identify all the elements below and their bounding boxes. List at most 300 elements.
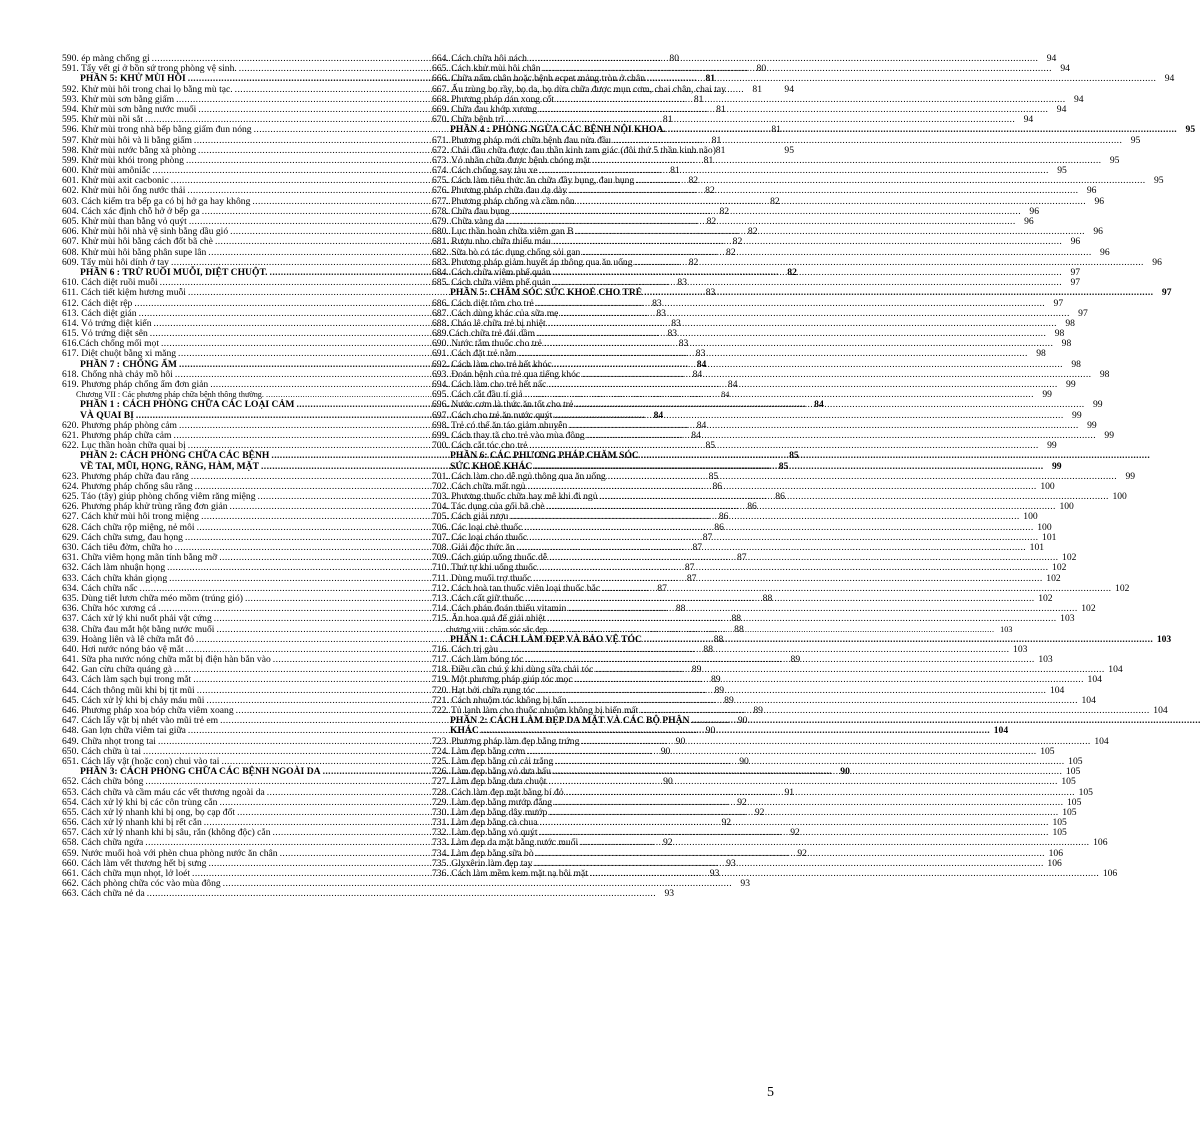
toc-entry-text: 638. Chữa đau mắt hột bằng nước muối [62, 623, 215, 635]
toc-page-number: 81 [716, 103, 726, 115]
toc-page-number: 90 [663, 776, 673, 788]
toc-entry-text: 646. Phương pháp xoa bóp chữa viêm xoang [62, 705, 234, 716]
toc-page-number: 83 [656, 307, 666, 319]
toc-entry-text: PHẦN 5: CHĂM SÓC SỨC KHOẺ CHO TRẺ [450, 287, 643, 299]
toc-right-column [432, 53, 1196, 880]
toc-page-number: 106 [1102, 868, 1118, 880]
toc-entry-text: 634. Cách chữa nấc [62, 582, 138, 594]
toc-entry-text: 645. Cách xử lý khi bị chảy máu mũi [62, 694, 205, 706]
toc-page-number: 100 [1112, 491, 1127, 503]
toc-page-number: 96 [1024, 216, 1034, 228]
toc-page-number: 83 [705, 287, 716, 299]
toc-entry-text: SỨC KHOẺ KHÁC [450, 460, 533, 472]
toc-page-number: 88 [734, 623, 744, 635]
toc-entry-text: 698. Trẻ có thể ăn táo giảm nhuyễn [432, 419, 568, 431]
toc-page-number: 99 [1052, 460, 1062, 472]
toc-entry-text: 647. Cách lấy vật bị nhét vào mũi trẻ em [62, 715, 219, 727]
toc-entry-text: 612. Cách diệt rệp [62, 297, 133, 309]
toc-entry-text: PHẦN 6: CÁC PHƯƠNG PHÁP CHĂM SÓC [450, 450, 639, 462]
toc-entry-text: 725. Làm đẹp bằng củ cải trắng [432, 755, 554, 767]
toc-entry-text: 628. Cách chữa rộp miệng, nẻ môi [62, 521, 195, 533]
toc-entry-text: 613. Cách diệt gián [62, 307, 137, 319]
toc-entry-text: KHÁC [450, 725, 479, 737]
toc-page-number: 84 [653, 409, 664, 421]
toc-page-number: 88 [703, 643, 713, 655]
toc-page-number: 84 [691, 429, 701, 441]
toc-entry-text: 598. Khử mùi nước bằng xà phòng [62, 144, 197, 156]
toc-page-number: 82 [705, 185, 715, 197]
toc-page-number: 85 [708, 470, 719, 482]
toc-entry-text: 665. Cách khử mùi hôi chân [432, 63, 541, 75]
toc-page-number: 106 [1048, 847, 1063, 859]
toc-entry-text: 657. Cách xử lý nhanh khi bị sâu, rắn (không độc) cắn [62, 827, 271, 839]
toc-page-number: 104 [1153, 705, 1168, 717]
toc-page-number: 82 [787, 266, 797, 278]
toc-entry-text: 722. Tủ lạnh làm cho thuốc nhuộm không bị biến mất [432, 705, 639, 717]
dot-leader [590, 869, 1099, 879]
toc-page-number: 89 [724, 694, 734, 706]
toc-entry-text: 679. Chữa vàng da [432, 216, 505, 228]
toc-entry-text: 663. Cách chữa nẻ da [62, 888, 145, 900]
toc-page-number: 92 [663, 837, 673, 849]
toc-page-number: 89 [691, 664, 702, 676]
toc-entry-text: 703. Phương thuốc chữa hay mê khi đi ngủ [432, 491, 598, 503]
toc-entry [432, 776, 1076, 788]
toc-entry-text: 603. Cách kiểm tra bếp ga có bị hở ga hay không [62, 195, 251, 207]
toc-entry-text: 669. Chữa đau khớp xương [432, 103, 538, 115]
toc-entry-text: 660. Cách làm vết thương hết bị sưng [62, 857, 207, 869]
toc-page-number: 98 [1065, 317, 1075, 329]
toc-page-number: 87 [692, 542, 703, 553]
toc-page-number: 93 [709, 868, 720, 879]
toc-page-number: 90 [660, 745, 671, 757]
toc-page-number: 104 [1094, 735, 1109, 747]
toc-page-number: 104 [1108, 664, 1123, 676]
toc-entry-text: 694. Cách làm cho trẻ hết nấc [432, 379, 547, 391]
toc-entry-text: 668. Phương pháp dán xong cốt [432, 93, 555, 105]
toc-entry-text: 689.Cách chữa trẻ đái dầm [432, 328, 535, 340]
toc-page-number: 82 [770, 195, 780, 207]
toc-entry-text: 690. Nước tắm thuốc cho trẻ [432, 338, 542, 350]
toc-page-number: 99 [1072, 409, 1082, 421]
toc-page-number: 90 [705, 725, 716, 737]
toc-section-heading [432, 124, 1196, 136]
toc-page-number: 100 [1037, 521, 1052, 533]
toc-page-number: 96 [1093, 226, 1103, 238]
toc-entry-text: 656. Cách xử lý nhanh khi bị rết cắn [62, 817, 202, 829]
toc-entry-text: 723. Phương pháp làm đẹp bằng trứng [432, 735, 580, 747]
toc-page-number: 81 [670, 165, 680, 177]
toc-entry-text: 701. Cách làm cho dễ ngủ thông qua ăn uống [432, 470, 606, 482]
dot-leader [547, 614, 1056, 624]
toc-entry-text: 590. ép màng chống gỉ [62, 53, 150, 64]
toc-page-number: 86 [718, 511, 729, 523]
toc-page-number: 89 [790, 654, 801, 666]
toc-entry-text: 666. Chữa nấm chân hoặc bệnh ecpet mảng tròn ở chân [432, 73, 646, 85]
toc-entry-text: 695. Cách cắt đầu tí giả [432, 389, 523, 401]
toc-page-number: 82 [732, 236, 743, 248]
toc-entry-text: 731. Làm đẹp bằng cà chua [432, 817, 538, 829]
toc-page-number: 95 [1130, 134, 1141, 146]
toc-page-number: 95 [1185, 124, 1196, 136]
toc-page-number: 97 [1078, 307, 1088, 319]
toc-page-number: 89 [753, 705, 763, 716]
toc-entry-text: PHẦN 3: CÁCH PHÒNG CHỮA CÁC BỆNH NGOÀI DA [80, 766, 321, 778]
toc-entry-text: 626. Phương pháp khử trùng răng đơn giản [62, 501, 228, 513]
toc-entry-text: 611. Cách tiết kiệm hương muỗi [62, 287, 186, 299]
toc-entry-text: 729. Làm đẹp bằng mướp đắng [432, 796, 553, 808]
toc-entry-text: 610. Cách diệt ruồi muỗi [62, 277, 158, 289]
toc-entry-text: 726. Làm đẹp bằng vỏ dưa hấu [432, 766, 551, 778]
toc-page-number: 100 [1059, 501, 1074, 513]
toc-page-number: 85 [778, 460, 789, 472]
toc-entry-text: 627. Cách khử mùi hôi trong miệng [62, 511, 200, 523]
toc-entry-text: 686. Cách diệt tôm cho trẻ [432, 297, 534, 309]
toc-page-number: 96 [1152, 256, 1162, 268]
toc-entry-text: 685. Cách chữa viêm phế quản [432, 277, 551, 289]
toc-page-number: 104 [993, 725, 1009, 737]
toc-entry-text: 594. Khử mùi sơn bằng nước muối [62, 103, 197, 115]
toc-page-number: 103 [1013, 643, 1028, 655]
toc-entry-text: 712. Cách hoà tan thuốc viên loại thuốc bắc [432, 582, 601, 594]
toc-page-number: 105 [1040, 745, 1055, 757]
toc-entry-text: 681. Rượu nho chữa thiếu máu [432, 236, 551, 248]
toc-entry-text: 708. Giải độc thức ăn [432, 542, 515, 554]
toc-entry-text: chương viii : chăm sóc sắc đẹp [446, 624, 548, 634]
toc-entry [62, 888, 675, 900]
toc-page-number: 92 [754, 806, 765, 818]
toc-page-number: 93 [726, 857, 736, 869]
toc-page-number: 86 [775, 491, 785, 503]
toc-entry-text: 591. Tẩy vết gỉ ở bồn sứ trong phòng vệ sinh. [62, 63, 237, 75]
toc-entry-text: 648. Gan lợn chữa viêm tai giữa [62, 725, 186, 737]
toc-entry-text: 678. Chữa đau bụng [432, 205, 510, 217]
toc-page-number: 81 [711, 134, 722, 146]
toc-page-number: 89 [710, 674, 721, 686]
toc-entry-text: 635. Dùng tiết lươn chữa méo mồm (trúng gió) [62, 592, 243, 604]
toc-entry-text: 705. Cách giải rượu [432, 511, 509, 523]
toc-page-number: 86 [747, 501, 757, 513]
toc-entry-text: 736. Cách làm mềm kem mặt nạ bôi mặt [432, 868, 588, 880]
toc-page-number: 92 [737, 796, 747, 808]
toc-entry-text: 733. Làm đẹp da mặt bằng nước muối [432, 837, 579, 849]
toc-entry-text: 599. Khử mùi khói trong phòng [62, 154, 184, 166]
toc-entry-text: 641. Sữa pha nước nóng chữa mắt bị điện hàn bắn vào [62, 654, 271, 666]
toc-entry-text: PHẦN 4 : PHÒNG NGỪA CÁC BỆNH NỘI KHOA. [450, 124, 666, 136]
toc-entry-text: 700. Cách cắt tóc cho trẻ [432, 440, 528, 452]
toc-entry-text: 713. Cách cất giữ thuốc [432, 592, 524, 604]
toc-page-number: 98 [1099, 368, 1110, 380]
toc-entry-text: 640. Hơi nước nóng bảo vệ mắt [62, 643, 184, 655]
toc-page-number: 106 [1047, 857, 1062, 869]
toc-entry-text: 716. Cách trị gàu [432, 643, 499, 655]
toc-page-number: 84 [692, 368, 703, 380]
toc-entry-text: 642. Gan cừu chữa quáng gà [62, 664, 173, 676]
page-number: 5 [767, 1085, 774, 1100]
toc-page-number: 88 [731, 613, 742, 625]
toc-page-number: 83 [667, 328, 678, 340]
toc-entry-text: PHẦN 1 : CÁCH PHÒNG CHỮA CÁC LOẠI CẢM [80, 399, 295, 411]
toc-entry-text: 609. Tẩy mùi hôi dính ở tay [62, 256, 169, 268]
toc-page-number: 93 [664, 888, 675, 900]
toc-entry-text: 625. Táo (tây) giúp phòng chống viêm răng miệng [62, 491, 256, 503]
toc-page-number: 96 [1086, 185, 1097, 197]
toc-entry-text: 620. Phương pháp phòng cảm [62, 419, 177, 431]
toc-page-number: 105 [1078, 786, 1093, 798]
toc-page-number: 96 [1029, 205, 1040, 217]
toc-entry-text: 707. Các loại cháo thuốc [432, 531, 528, 543]
toc-entry-text: 608. Khử mùi hôi bằng phân supe lân [62, 246, 207, 258]
toc-page-number: 102 [1062, 552, 1077, 564]
toc-page-number: 85 [789, 450, 799, 462]
toc-page-number: 97 [1053, 297, 1064, 309]
toc-entry-text: 622. Lục thần hoàn chữa quai bị [62, 440, 186, 452]
toc-page-number: 99 [1047, 440, 1057, 452]
toc-page-number: 105 [1065, 766, 1081, 778]
toc-page-number: 84 [721, 390, 730, 400]
toc-page-number: 105 [1068, 755, 1083, 767]
toc-page-number: 92 [721, 817, 732, 829]
toc-entry-text: 699. Cách thay tã cho trẻ vào mùa đông [432, 429, 585, 441]
toc-page-number: 92 [797, 847, 807, 859]
toc-entry-text: 734. Làm đẹp bằng sữa bò [432, 847, 534, 859]
toc-page-number: 100 [1023, 511, 1038, 523]
toc-page-number: 99 [1104, 429, 1114, 441]
toc-entry-text: 720. Hạt bởi chữa rụng tóc [432, 684, 535, 696]
toc-page-number: 83 [677, 277, 687, 289]
toc-entry-text: 662. Cách phòng chữa cóc vào mùa đông [62, 878, 221, 890]
toc-entry-text: 730. Làm đẹp bằng dây mướp [432, 806, 548, 818]
toc-entry-text: 639. Hoàng liên và lê chữa mắt đỏ [62, 633, 195, 645]
toc-entry-text: 630. Cách tiêu đờm, chữa ho [62, 542, 173, 553]
toc-entry-text: 696. Nước cơm là thức ăn tốt cho trẻ [432, 399, 574, 411]
toc-entry-text: PHẦN 5: KHỬ MÙI HÔI [80, 73, 186, 85]
toc-entry-text: 607. Khử mùi hôi bằng cách đốt bã chè [62, 236, 213, 248]
toc-page-number: 90 [840, 766, 850, 778]
toc-entry-text: 709. Cách giúp uống thuốc dễ [432, 552, 548, 564]
toc-entry-text: 672. Chải đầu chữa được đau thần kinh tam giác (đôi thứ 5 thần kinh não) [432, 144, 716, 156]
toc-page-number: 102 [1052, 562, 1067, 574]
toc-entry-text: 595. Khử mùi nồi sắt [62, 114, 144, 126]
toc-page-number: 94 [1073, 93, 1084, 105]
toc-page-number: 102 [1038, 592, 1053, 604]
toc-page-number: 92 [790, 827, 800, 839]
toc-entry-text: 693. Đoán bệnh của trẻ qua tiếng khóc [432, 368, 581, 380]
toc-entry-text: 596. Khử mùi trong nhà bếp bằng giấm đun nóng [62, 124, 252, 136]
toc-page-number: 88 [713, 633, 724, 645]
toc-entry-text: 623. Phương pháp chữa đau răng [62, 470, 189, 482]
toc-entry-text: 677. Phương pháp chống và cầm nôn [432, 195, 575, 207]
toc-page-number: 83 [652, 297, 662, 309]
toc-page-number: 98 [1061, 338, 1072, 350]
toc-entry-text: 680. Lục thần hoàn chữa viêm gan B [432, 226, 574, 238]
toc-page-number: 101 [1029, 542, 1045, 554]
toc-entry-text: 633. Cách chữa khản giọng [62, 572, 168, 584]
toc-entry-text: 687. Cách dùng khác của sữa mẹ [432, 307, 559, 319]
toc-entry-text: 673. Vỏ nhãn chữa được bệnh chóng mặt [432, 154, 591, 166]
toc-entry-text: 684. Cách chữa viêm phế quản [432, 266, 551, 278]
toc-entry-text: 704. Tác dụng của gối bã chè [432, 501, 545, 513]
toc-page-number: 93 [740, 878, 750, 890]
toc-page-number: 99 [1125, 470, 1136, 482]
toc-entry-text: 592. Khử mùi hôi trong chai lọ bằng mù tạc. [62, 83, 233, 95]
toc-entry-text: 604. Cách xác định chỗ hở ở bếp ga [62, 205, 200, 217]
toc-page-number: 102 [1046, 572, 1061, 584]
toc-entry-text: 711. Dùng muối trợ thuốc [432, 572, 532, 584]
toc-entry-text: 670. Chữa bệnh trĩ [432, 114, 504, 126]
toc-entry-text: 735. Glyxêrin làm đẹp tay [432, 857, 533, 869]
toc-page-number: 103 [1038, 654, 1053, 666]
toc-entry-text: 688. Cháo lê chữa trẻ bị nhiệt [432, 317, 546, 329]
toc-entry-text: PHẦN 2: CÁCH PHÒNG CHỮA CÁC BỆNH [80, 450, 270, 462]
toc-page-number: 81 [705, 73, 716, 85]
toc-entry-text: 671. Phương pháp mới chữa bệnh đau nửa đầu [432, 134, 611, 146]
toc-page-number: 104 [1081, 694, 1096, 706]
toc-entry-text: VỀ TAI, MŨI, HỌNG, RĂNG, HÀM, MẶT [80, 460, 259, 472]
toc-entry-text: 727. Làm đẹp bằng dưa chuột [432, 776, 547, 788]
toc-entry [432, 613, 1075, 625]
toc-entry-text: 655. Cách xử lý nhanh khi bị ong, bọ cạp đốt [62, 806, 236, 818]
toc-entry-text: 605. Khử mùi than bằng vỏ quýt [62, 216, 187, 227]
toc-page-number: 104 [1049, 684, 1065, 696]
dot-leader [668, 125, 1177, 135]
toc-page-number: 82 [726, 246, 736, 258]
toc-page-number: 87 [686, 572, 697, 584]
toc-page-number: 95 [1153, 175, 1164, 187]
toc-page-number: 88 [762, 592, 773, 604]
toc-entry-text: PHẦN 7 : CHỐNG ẨM [80, 358, 177, 370]
toc-entry-text: 697. Cách cho trẻ ăn nước quýt [432, 409, 553, 421]
toc-entry-text: 600. Khử mùi amôniắc [62, 165, 151, 177]
toc-entry-text: 606. Khử mùi hôi nhà vệ sinh bằng dầu gió [62, 226, 229, 238]
toc-page-number: 86 [714, 521, 724, 533]
toc-entry-text: 659. Nước muối hoà với phèn chua phòng nước ăn chân [62, 847, 278, 859]
toc-entry-text: 675. Cách làm tiêu thức ăn chữa đầy bụng, đau bụng [432, 175, 635, 187]
toc-entry-text: 664. Cách chữa hôi nách [432, 53, 527, 64]
toc-entry-text: 632. Cách làm nhuận họng [62, 562, 166, 574]
toc-entry-text: 706. Các loại chè thuốc [432, 521, 523, 533]
toc-page-number: 106 [1093, 837, 1108, 849]
toc-page-number: 99 [1087, 419, 1097, 431]
toc-page-number: 86 [712, 480, 723, 492]
toc-entry-text: 649. Chữa nhọt trong tai [62, 735, 156, 747]
toc-entry-text: 718. Điều cần chú ý khi dùng sữa chải tóc [432, 664, 594, 676]
toc-page-number: 88 [675, 603, 686, 615]
toc-page-number: 98 [1054, 328, 1065, 340]
toc-page-number: 97 [1070, 277, 1081, 289]
toc-entry-text: 721. Cách nhuộm tóc không bị bẩn [432, 694, 567, 706]
toc-page-number: 81 [693, 93, 704, 105]
toc-entry-text: 658. Cách chữa ngứa [62, 837, 144, 849]
toc-page-number: 103 [1060, 613, 1075, 625]
toc-entry-text: 732. Làm đẹp bằng vỏ quýt [432, 827, 538, 839]
toc-entry-text: 653. Cách chữa và cầm máu các vết thương ngoài da [62, 786, 265, 798]
toc-entry-text: PHẦN 2: CÁCH LÀM ĐẸP DA MẶT VÀ CÁC BỘ PHẬN [450, 715, 690, 727]
toc-page-number: 83 [671, 317, 681, 329]
toc-page-number: 84 [696, 419, 707, 431]
toc-entry-text: 682. Sữa bò có tác dụng chống sỏi gan [432, 246, 581, 258]
toc-page-number: 96 [1100, 246, 1110, 258]
toc-section-heading [432, 451, 794, 461]
toc-page-number: 84 [696, 358, 707, 370]
toc-page-number: 90 [675, 735, 686, 747]
toc-page-number: 82 [688, 175, 699, 187]
toc-page-number: 87 [702, 531, 713, 543]
toc-page-number: 81 [703, 154, 714, 166]
toc-entry-text: 654. Cách xử lý khi bị các côn trùng cắn [62, 796, 218, 808]
toc-entry-text: 629. Cách chữa sưng, đau họng [62, 531, 183, 543]
toc-page-number: 103 [1000, 624, 1013, 634]
toc-entry-text: 616.Cách chống mối mọt [62, 338, 159, 350]
toc-entry-text: PHẦN 1: CÁCH LÀM ĐẸP VÀ BẢO VỆ TÓC [450, 633, 642, 645]
toc-page-number: 98 [1036, 348, 1046, 360]
toc-page-number: 99 [1092, 399, 1103, 411]
toc-page-number: 94 [1164, 73, 1175, 85]
toc-page-number: 94 [1023, 114, 1034, 126]
toc-page-number: 82 [706, 216, 717, 227]
toc-page-number: 80 [756, 63, 767, 75]
toc-page-number: 104 [1087, 674, 1102, 686]
toc-page-number: 81 [752, 83, 762, 95]
toc-entry-text: 618. Chống nhà chảy mồ hôi [62, 368, 173, 380]
toc-page-number: 82 [747, 226, 758, 238]
toc-page-number: 96 [1070, 236, 1081, 248]
toc-page-number: 84 [814, 399, 824, 411]
toc-page-number: 94 [1056, 103, 1067, 115]
toc-page-number: 102 [1115, 582, 1130, 594]
toc-entry-text: 691. Cách đặt trẻ nằm [432, 348, 517, 360]
toc-page-number: 81 [715, 144, 726, 156]
toc-entry-text: 644. Cách thông mũi khi bị tịt mũi [62, 684, 195, 696]
toc-entry-text: 602. Khử mùi hôi ống nước thải [62, 185, 186, 197]
toc-entry-text: Chương VII : Các phương pháp chữa bệnh thông thường. [76, 390, 264, 400]
toc-entry-text: 661. Cách chữa mụn nhọt, lở loét [62, 868, 191, 879]
toc-page-number: 105 [1061, 776, 1076, 788]
toc-page-number: 105 [1066, 796, 1082, 808]
toc-page-number: 89 [714, 684, 725, 696]
toc-entry-text: 601. Khử mùi axit cacbonic [62, 175, 169, 187]
toc-page-number: 100 [1040, 480, 1055, 492]
toc-page-number: 95 [1057, 165, 1067, 177]
toc-page-number: 101 [1042, 531, 1057, 543]
toc-page-number: 105 [1062, 806, 1077, 818]
toc-page-number: 96 [1094, 195, 1105, 207]
toc-entry-text: 714. Cách phán đoán thiếu vitamin [432, 603, 567, 615]
toc-entry-text: 631. Chữa viêm họng mãn tính bằng mỡ [62, 552, 218, 564]
dot-leader [147, 889, 656, 899]
toc-page-number: 103 [1156, 633, 1172, 645]
toc-page-number: 95 [1109, 154, 1120, 166]
toc-entry-text: 617. Diệt chuột bằng xi măng [62, 348, 177, 360]
toc-page-number: 87 [657, 582, 667, 594]
toc-page-number: 90 [739, 755, 749, 767]
toc-page-number: 95 [784, 144, 794, 156]
toc-page-number: 97 [1161, 287, 1172, 299]
toc-page-number: 105 [1052, 817, 1067, 829]
toc-entry [432, 868, 1118, 880]
toc-entry-text: 614. Vỏ trứng diệt kiến [62, 317, 152, 329]
toc-entry-text: 637. Cách xử lý khi nuốt phải vật cứng [62, 613, 212, 625]
toc-page-number: 81 [771, 124, 781, 136]
toc-entry-text: 724. Làm đẹp bằng cơm [432, 745, 526, 757]
toc-entry-text: 650. Cách chữa ù tai [62, 745, 141, 757]
toc-page-number: 82 [688, 256, 699, 268]
toc-page-number: 97 [1070, 266, 1081, 278]
toc-entry-text: 710. Thứ tự khi uống thuốc [432, 562, 538, 574]
toc-entry-text: 636. Chữa hóc xương cá [62, 603, 157, 615]
toc-entry-text: 593. Khử mùi sơn bằng giấm [62, 93, 175, 105]
toc-page-number: 83 [678, 338, 689, 350]
